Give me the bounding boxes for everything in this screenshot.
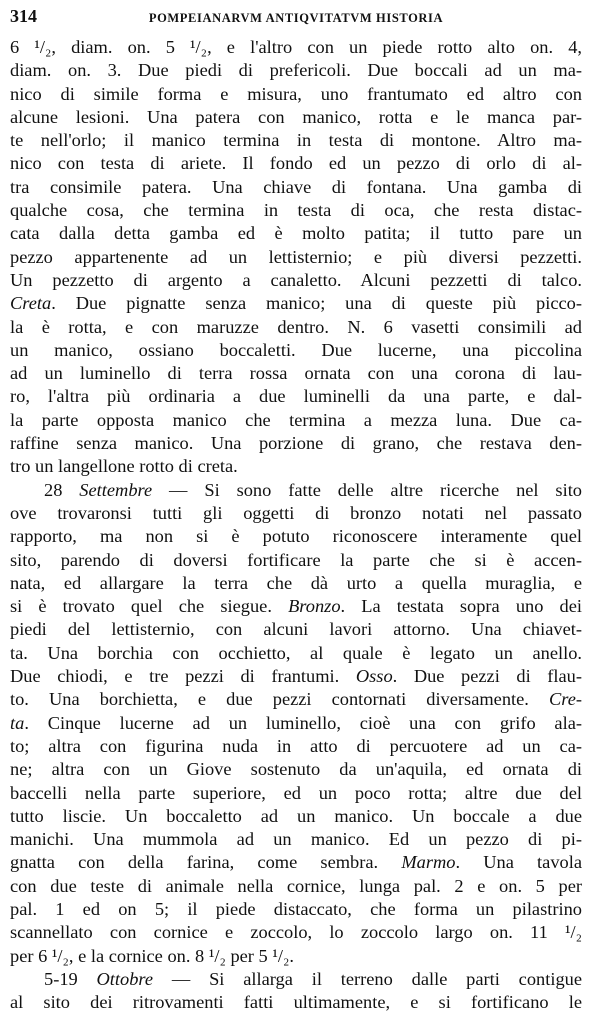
text-line [10, 129, 582, 152]
text-run: 5-19 [44, 968, 97, 989]
text-run: pal. 1 ed on 5; il piede distaccato, che forma un pilastrino [10, 898, 582, 919]
italic-term: Ottobre [96, 968, 154, 989]
text-line [10, 36, 582, 59]
text-line [10, 712, 582, 735]
text-line [10, 595, 582, 618]
text-line [10, 828, 582, 851]
page-number: 314 [10, 6, 37, 26]
text-run: pezzo appartenente ad un lettisternio; e più diversi pezzetti. [10, 246, 582, 267]
italic-term: ta [10, 712, 25, 733]
text-line [10, 572, 582, 595]
body-text [10, 36, 582, 1014]
text-line [10, 292, 582, 315]
text-run: manichi. Una mummola ad un manico. Ed un pezzo di pi- [10, 829, 582, 850]
text-run: ta. Una borchia con occhietto, al quale è legato un anello. [10, 642, 582, 663]
text-run: sito, parendo di doversi fortificare la parte che si è accen- [10, 549, 582, 570]
text-run: to; altra con figurina nuda in atto di percuotere ad un ca- [10, 735, 582, 756]
italic-term: Osso [355, 666, 393, 687]
text-run: per 6 ¹/₂, e la cornice on. 8 ¹/₂ per 5 ¹/₂. [10, 945, 294, 966]
text-run: al sito dei ritrovamenti fatti ultimamente, e si fortificano le [10, 992, 582, 1013]
text-run: . La testata sopra uno dei [340, 596, 582, 617]
text-run: scannellato con cornice e zoccolo, lo zoccolo largo on. 11 ¹/₂ [10, 922, 582, 943]
text-line [10, 199, 582, 222]
text-line [10, 898, 582, 921]
page-header [10, 6, 582, 36]
text-run: gnatta con della farina, come sembra. [10, 852, 402, 873]
text-run: . Cinque lucerne ad un luminello, cioè una con grifo ala- [24, 712, 582, 733]
text-run: qualche cosa, che termina in testa di oca, che resta distac- [10, 200, 582, 221]
text-line [10, 758, 582, 781]
text-run: tutto liscie. Un boccaletto ad un manico. Un boccale a due [10, 805, 582, 826]
italic-term: Creta [10, 293, 52, 314]
text-run: con due teste di animale nella cornice, lunga pal. 2 e on. 5 per [10, 875, 582, 896]
text-line [10, 59, 582, 82]
text-run: . Una tavola [455, 852, 582, 873]
text-line [10, 688, 582, 711]
text-line [10, 339, 582, 362]
italic-term: Bronzo [288, 596, 341, 617]
text-run: — Si allarga il terreno dalle parti contigue [153, 968, 582, 989]
text-run: baccelli nella parte superiore, ed un poco rotta; altre due del [10, 782, 582, 803]
text-line [10, 432, 582, 455]
text-run: Due chiodi, e tre pezzi di frantumi. [10, 666, 356, 687]
text-run: un manico, ossiano boccaletti. Due lucerne, una piccolina [10, 339, 582, 360]
running-head: POMPEIANARVM ANTIQVITATVM HISTORIA [148, 11, 444, 25]
text-line [10, 525, 582, 548]
text-line [10, 549, 582, 572]
text-line [10, 83, 582, 106]
text-line [10, 409, 582, 432]
text-line [10, 362, 582, 385]
text-line [10, 665, 582, 688]
text-run: to. Una borchietta, e due pezzi contornati diversamente. [10, 689, 549, 710]
text-line [10, 782, 582, 805]
page [10, 6, 582, 1014]
text-line [10, 269, 582, 292]
text-run: nico con testa di ariete. Il fondo ed un pezzo di orlo di al- [10, 153, 582, 174]
text-run: ove trovaronsi tutti gli oggetti di bronzo notati nel passato [10, 502, 582, 523]
text-line [10, 968, 582, 991]
text-line [10, 945, 582, 968]
text-run: diam. on. 3. Due piedi di prefericoli. Due boccali ad un ma- [10, 60, 582, 81]
text-run: alcune lesioni. Una patera con manico, rotta e le manca par- [10, 106, 582, 127]
italic-term: Settembre [79, 479, 153, 500]
text-line [10, 618, 582, 641]
text-line [10, 991, 582, 1014]
italic-term: Cre- [548, 689, 582, 710]
text-line [10, 921, 582, 944]
text-run: ne; altra con un Giove sostenuto da un'aquila, ed ornata di [10, 759, 582, 780]
text-run: cata dalla detta gamba ed è molto patita; il tutto pare un [10, 223, 582, 244]
text-line [10, 455, 582, 478]
text-line [10, 642, 582, 665]
text-run: ro, l'altra più ordinaria a due luminelli da una parte, e dal- [10, 386, 582, 407]
text-line [10, 805, 582, 828]
text-line [10, 851, 582, 874]
text-run: piedi del lettisternio, con alcuni lavori attorno. Una chiavet- [10, 619, 582, 640]
text-run: raffine senza manico. Una porzione di grano, che restava den- [10, 433, 582, 454]
text-line [10, 735, 582, 758]
text-run: . Due pezzi di flau- [392, 666, 582, 687]
text-line [10, 385, 582, 408]
text-run: nico di simile forma e misura, uno frantumato ed altro con [10, 83, 582, 104]
text-run: Un pezzetto di argento a canaletto. Alcuni pezzetti di talco. [10, 269, 582, 290]
text-line [10, 479, 582, 502]
text-line [10, 316, 582, 339]
text-run: rapporto, ma non si è potuto riconoscere interamente quel [10, 526, 582, 547]
text-run: la parte opposta manico che termina a mezza luna. Due ca- [10, 409, 582, 430]
text-line [10, 152, 582, 175]
text-run: si è trovato quel che siegue. [10, 596, 289, 617]
text-line [10, 176, 582, 199]
text-run: ad un luminello di terra rossa ornata con una corona di lau- [10, 363, 582, 384]
text-run: nata, ed allargare la terra che dà urto a quella muraglia, e [10, 572, 582, 593]
text-run: tra consimile patera. Una chiave di fontana. Una gamba di [10, 176, 582, 197]
text-run: . Due pignatte senza manico; una di queste più picco- [51, 293, 582, 314]
italic-term: Marmo [401, 852, 456, 873]
text-run: 28 [44, 479, 80, 500]
text-run: te nell'orlo; il manico termina in testa di montone. Altro ma- [10, 130, 582, 151]
text-line [10, 246, 582, 269]
text-run: tro un langellone rotto di creta. [10, 456, 238, 477]
text-run: 6 ¹/₂, diam. on. 5 ¹/₂, e l'altro con un piede rotto alto on. 4, [10, 37, 582, 57]
text-line [10, 222, 582, 245]
text-line [10, 106, 582, 129]
text-line [10, 502, 582, 525]
text-run: la è rotta, e con maruzze dentro. N. 6 vasetti consimili ad [10, 316, 582, 337]
text-line [10, 875, 582, 898]
text-run: — Si sono fatte delle altre ricerche nel sito [152, 479, 582, 500]
